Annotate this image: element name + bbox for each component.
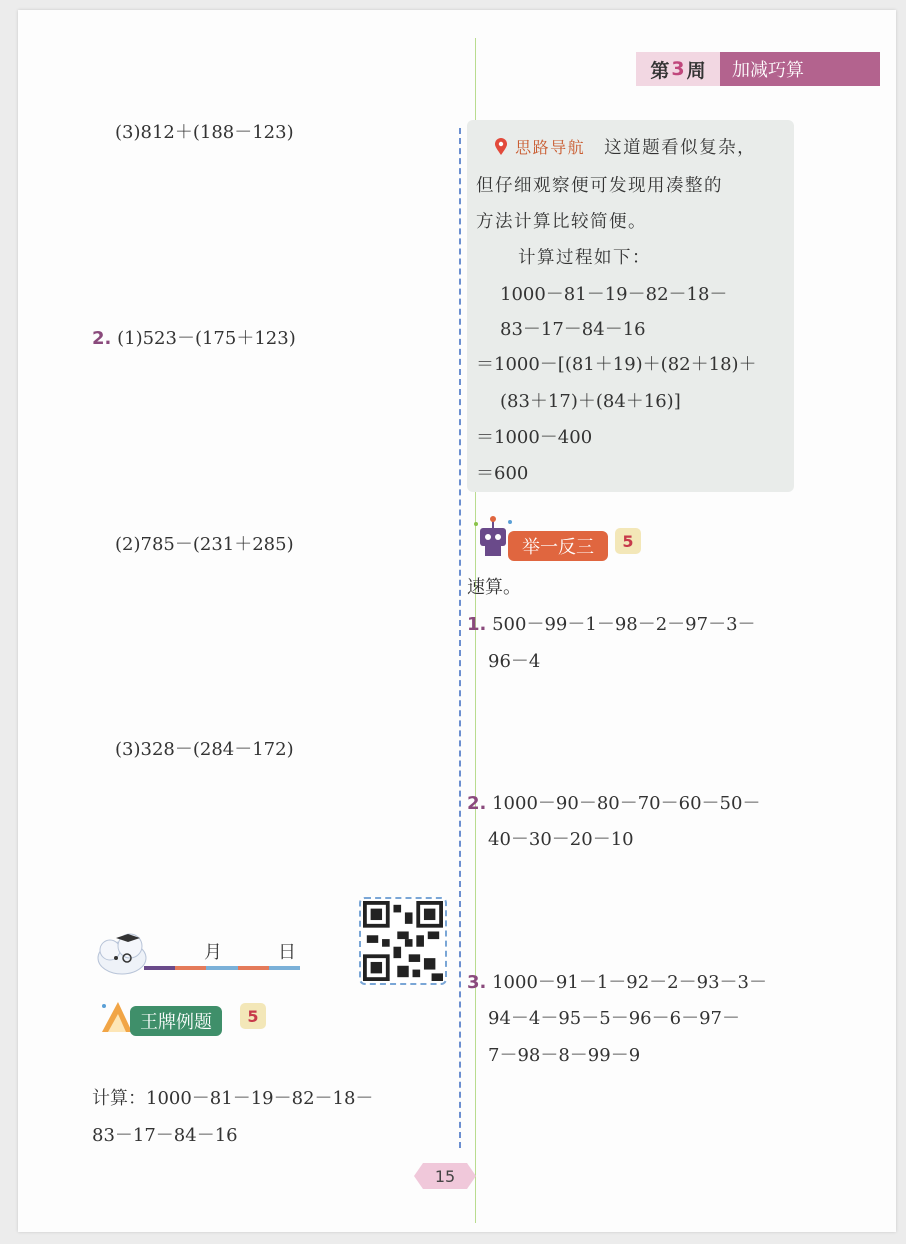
- workbook-page: [18, 10, 896, 1232]
- hint-line-1-row: [494, 134, 756, 159]
- qr-code[interactable]: [359, 897, 447, 985]
- date-underline: [144, 966, 300, 970]
- example-line-2: 83－17－84－16: [92, 1125, 238, 1146]
- practice-2-number: 2.: [467, 793, 487, 814]
- practice-3-line-2: 94－4－95－5－96－6－97－: [488, 1008, 740, 1029]
- week-prefix: 第: [650, 59, 670, 82]
- problem-2-1: (1)523－(175＋123): [117, 328, 296, 349]
- hint-line-4: 计算过程如下：: [518, 248, 651, 268]
- hint-label: 思路导航: [515, 138, 586, 157]
- practice-3-row: [467, 968, 767, 994]
- practice-1-row: [467, 610, 756, 636]
- hint-line-2: 但仔细观察便可发现用凑整的: [476, 176, 723, 196]
- dashed-divider: [459, 128, 461, 1148]
- hint-line-5: 1000－81－19－82－18－: [500, 284, 728, 305]
- practice-2-row: [467, 789, 760, 815]
- topic-title: 加减巧算: [720, 52, 880, 86]
- cloud-mascot-icon: [94, 928, 154, 978]
- practice-3-line-3: 7－98－8－99－9: [488, 1045, 641, 1066]
- practice-badge: 举一反三: [508, 531, 608, 561]
- problem-2-2: (2)785－(231＋285): [115, 534, 294, 555]
- problem-1-3: (3)812＋(188－123): [115, 122, 294, 143]
- practice-instruction: 速算。: [467, 577, 521, 598]
- practice-1-number: 1.: [467, 614, 487, 635]
- problem-2-number: 2.: [92, 328, 112, 349]
- hint-line-10: ＝600: [476, 463, 529, 484]
- practice-2-line-2: 40－30－20－10: [488, 829, 634, 850]
- week-label: [636, 52, 720, 86]
- problem-2-3: (3)328－(284－172): [115, 739, 294, 760]
- example-line-1: 计算：1000－81－19－82－18－: [92, 1088, 374, 1109]
- week-number: 3: [671, 58, 685, 80]
- location-pin-icon: [494, 138, 508, 156]
- hint-line-7: ＝1000－[(81＋19)＋(82＋18)＋: [476, 354, 757, 375]
- date-month: 月: [204, 942, 222, 963]
- date-day: 日: [278, 942, 296, 963]
- practice-step-badge: 5: [615, 528, 641, 554]
- hint-line-8: (83＋17)＋(84＋16)]: [500, 391, 681, 412]
- triangle-ruler-icon: [98, 996, 134, 1036]
- hint-line-9: ＝1000－400: [476, 427, 593, 448]
- practice-2-line-1: 1000－90－80－70－60－50－: [492, 793, 761, 814]
- problem-2-1-row: [92, 324, 296, 350]
- page-number-badge: [413, 1161, 477, 1191]
- hint-line-1: 这道题看似复杂，: [604, 138, 757, 158]
- practice-3-number: 3.: [467, 972, 487, 993]
- example-step-badge: 5: [240, 1003, 266, 1029]
- practice-1-line-2: 96－4: [488, 651, 541, 672]
- practice-1-line-1: 500－99－1－98－2－97－3－: [492, 614, 756, 635]
- hint-line-6: 83－17－84－16: [500, 319, 646, 340]
- example-badge: 王牌例题: [130, 1006, 222, 1036]
- qr-code-icon: [363, 901, 443, 981]
- hint-line-3: 方法计算比较简便。: [476, 212, 647, 232]
- week-suffix: 周: [686, 59, 706, 82]
- practice-3-line-1: 1000－91－1－92－2－93－3－: [492, 972, 767, 993]
- page-number: 15: [434, 1166, 456, 1186]
- week-header-tag: [636, 52, 880, 86]
